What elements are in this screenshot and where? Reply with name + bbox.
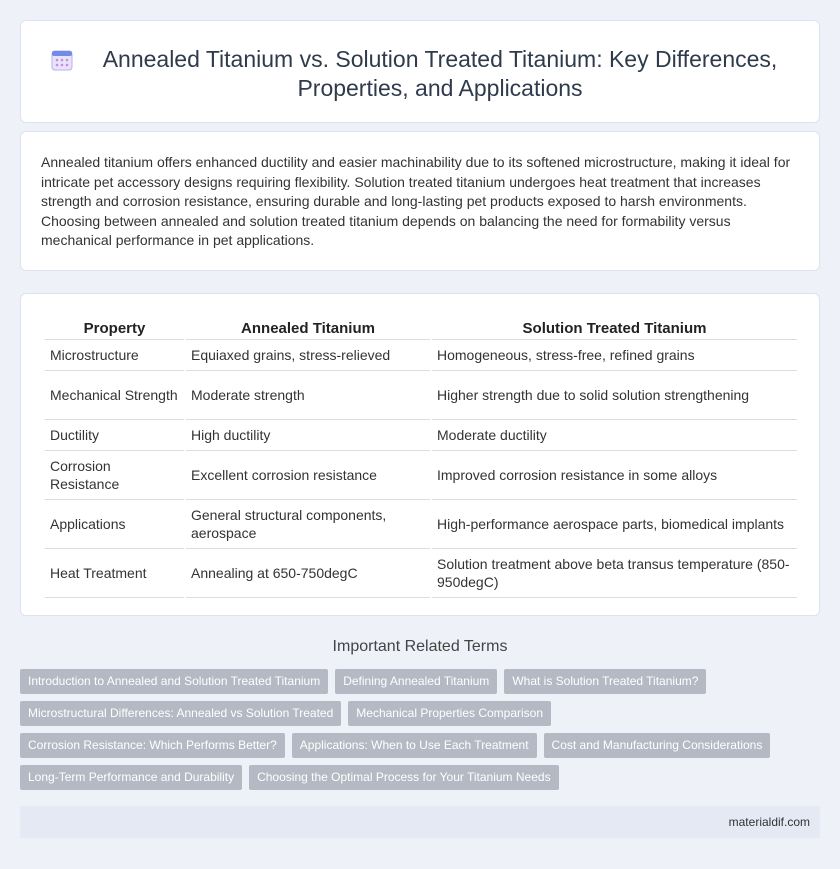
table-cell: Solution treatment above beta transus temperature (850-950degC) (432, 549, 797, 598)
term-chip[interactable]: Defining Annealed Titanium (335, 669, 497, 694)
term-chip[interactable]: Long-Term Performance and Durability (20, 765, 242, 790)
table-header-row (45, 314, 797, 340)
table-cell: Moderate strength (186, 371, 430, 420)
table-row (45, 371, 797, 420)
table-cell: Excellent corrosion resistance (186, 451, 430, 500)
table-row (45, 549, 797, 598)
column-header-annealed: Annealed Titanium (186, 314, 430, 340)
term-chip[interactable]: Corrosion Resistance: Which Performs Better? (20, 733, 285, 758)
header-card (20, 20, 820, 123)
table-cell: Ductility (45, 420, 184, 451)
term-chip[interactable]: Introduction to Annealed and Solution Treated Titanium (20, 669, 328, 694)
term-chip[interactable]: Microstructural Differences: Annealed vs Solution Treated (20, 701, 341, 726)
term-chip[interactable]: Mechanical Properties Comparison (348, 701, 551, 726)
intro-text: Annealed titanium offers enhanced ductility and easier machinability due to its softened microstructure, making it ideal for intricate pet accessory designs requiring flexibility. Solution treated titanium undergoes heat treatment that increases strength and corrosion resistance, ensuring durable and long-lasting pet products exposed to harsh environments. Choosing between annealed and solution treated titanium depends on balancing the need for formability versus mechanical performance in pet applications. (41, 154, 791, 248)
table-cell: Heat Treatment (45, 549, 184, 598)
table-cell: General structural components, aerospace (186, 500, 430, 549)
related-terms-title: Important Related Terms (332, 638, 508, 655)
table-cell: Microstructure (45, 340, 184, 371)
table-cell: Annealing at 650-750degC (186, 549, 430, 598)
term-chip[interactable]: Applications: When to Use Each Treatment (292, 733, 537, 758)
footer-site-link[interactable]: materialdif.com (728, 815, 810, 829)
table-row (45, 420, 797, 451)
term-chip[interactable]: Choosing the Optimal Process for Your Titanium Needs (249, 765, 558, 790)
table-cell: High-performance aerospace parts, biomedical implants (432, 500, 797, 549)
calendar-icon (51, 49, 73, 71)
table-cell: Corrosion Resistance (45, 451, 184, 500)
table-cell: Equiaxed grains, stress-relieved (186, 340, 430, 371)
table-cell: Applications (45, 500, 184, 549)
table-cell: High ductility (186, 420, 430, 451)
term-chip[interactable]: Cost and Manufacturing Considerations (544, 733, 771, 758)
column-header-property: Property (45, 314, 184, 340)
term-chip[interactable]: What is Solution Treated Titanium? (504, 669, 706, 694)
comparison-table (43, 314, 799, 598)
related-terms-list (20, 669, 800, 797)
table-cell: Improved corrosion resistance in some alloys (432, 451, 797, 500)
footer (20, 806, 820, 838)
table-row (45, 340, 797, 371)
column-header-solution-treated: Solution Treated Titanium (432, 314, 797, 340)
intro-card (20, 131, 820, 271)
table-cell: Moderate ductility (432, 420, 797, 451)
table-cell: Mechanical Strength (45, 371, 184, 420)
table-row (45, 500, 797, 549)
page-title: Annealed Titanium vs. Solution Treated Titanium: Key Differences, Properties, and Applications (102, 46, 778, 101)
table-row (45, 451, 797, 500)
table-cell: Homogeneous, stress-free, refined grains (432, 340, 797, 371)
table-cell: Higher strength due to solid solution strengthening (432, 371, 797, 420)
comparison-table-card (20, 293, 820, 616)
